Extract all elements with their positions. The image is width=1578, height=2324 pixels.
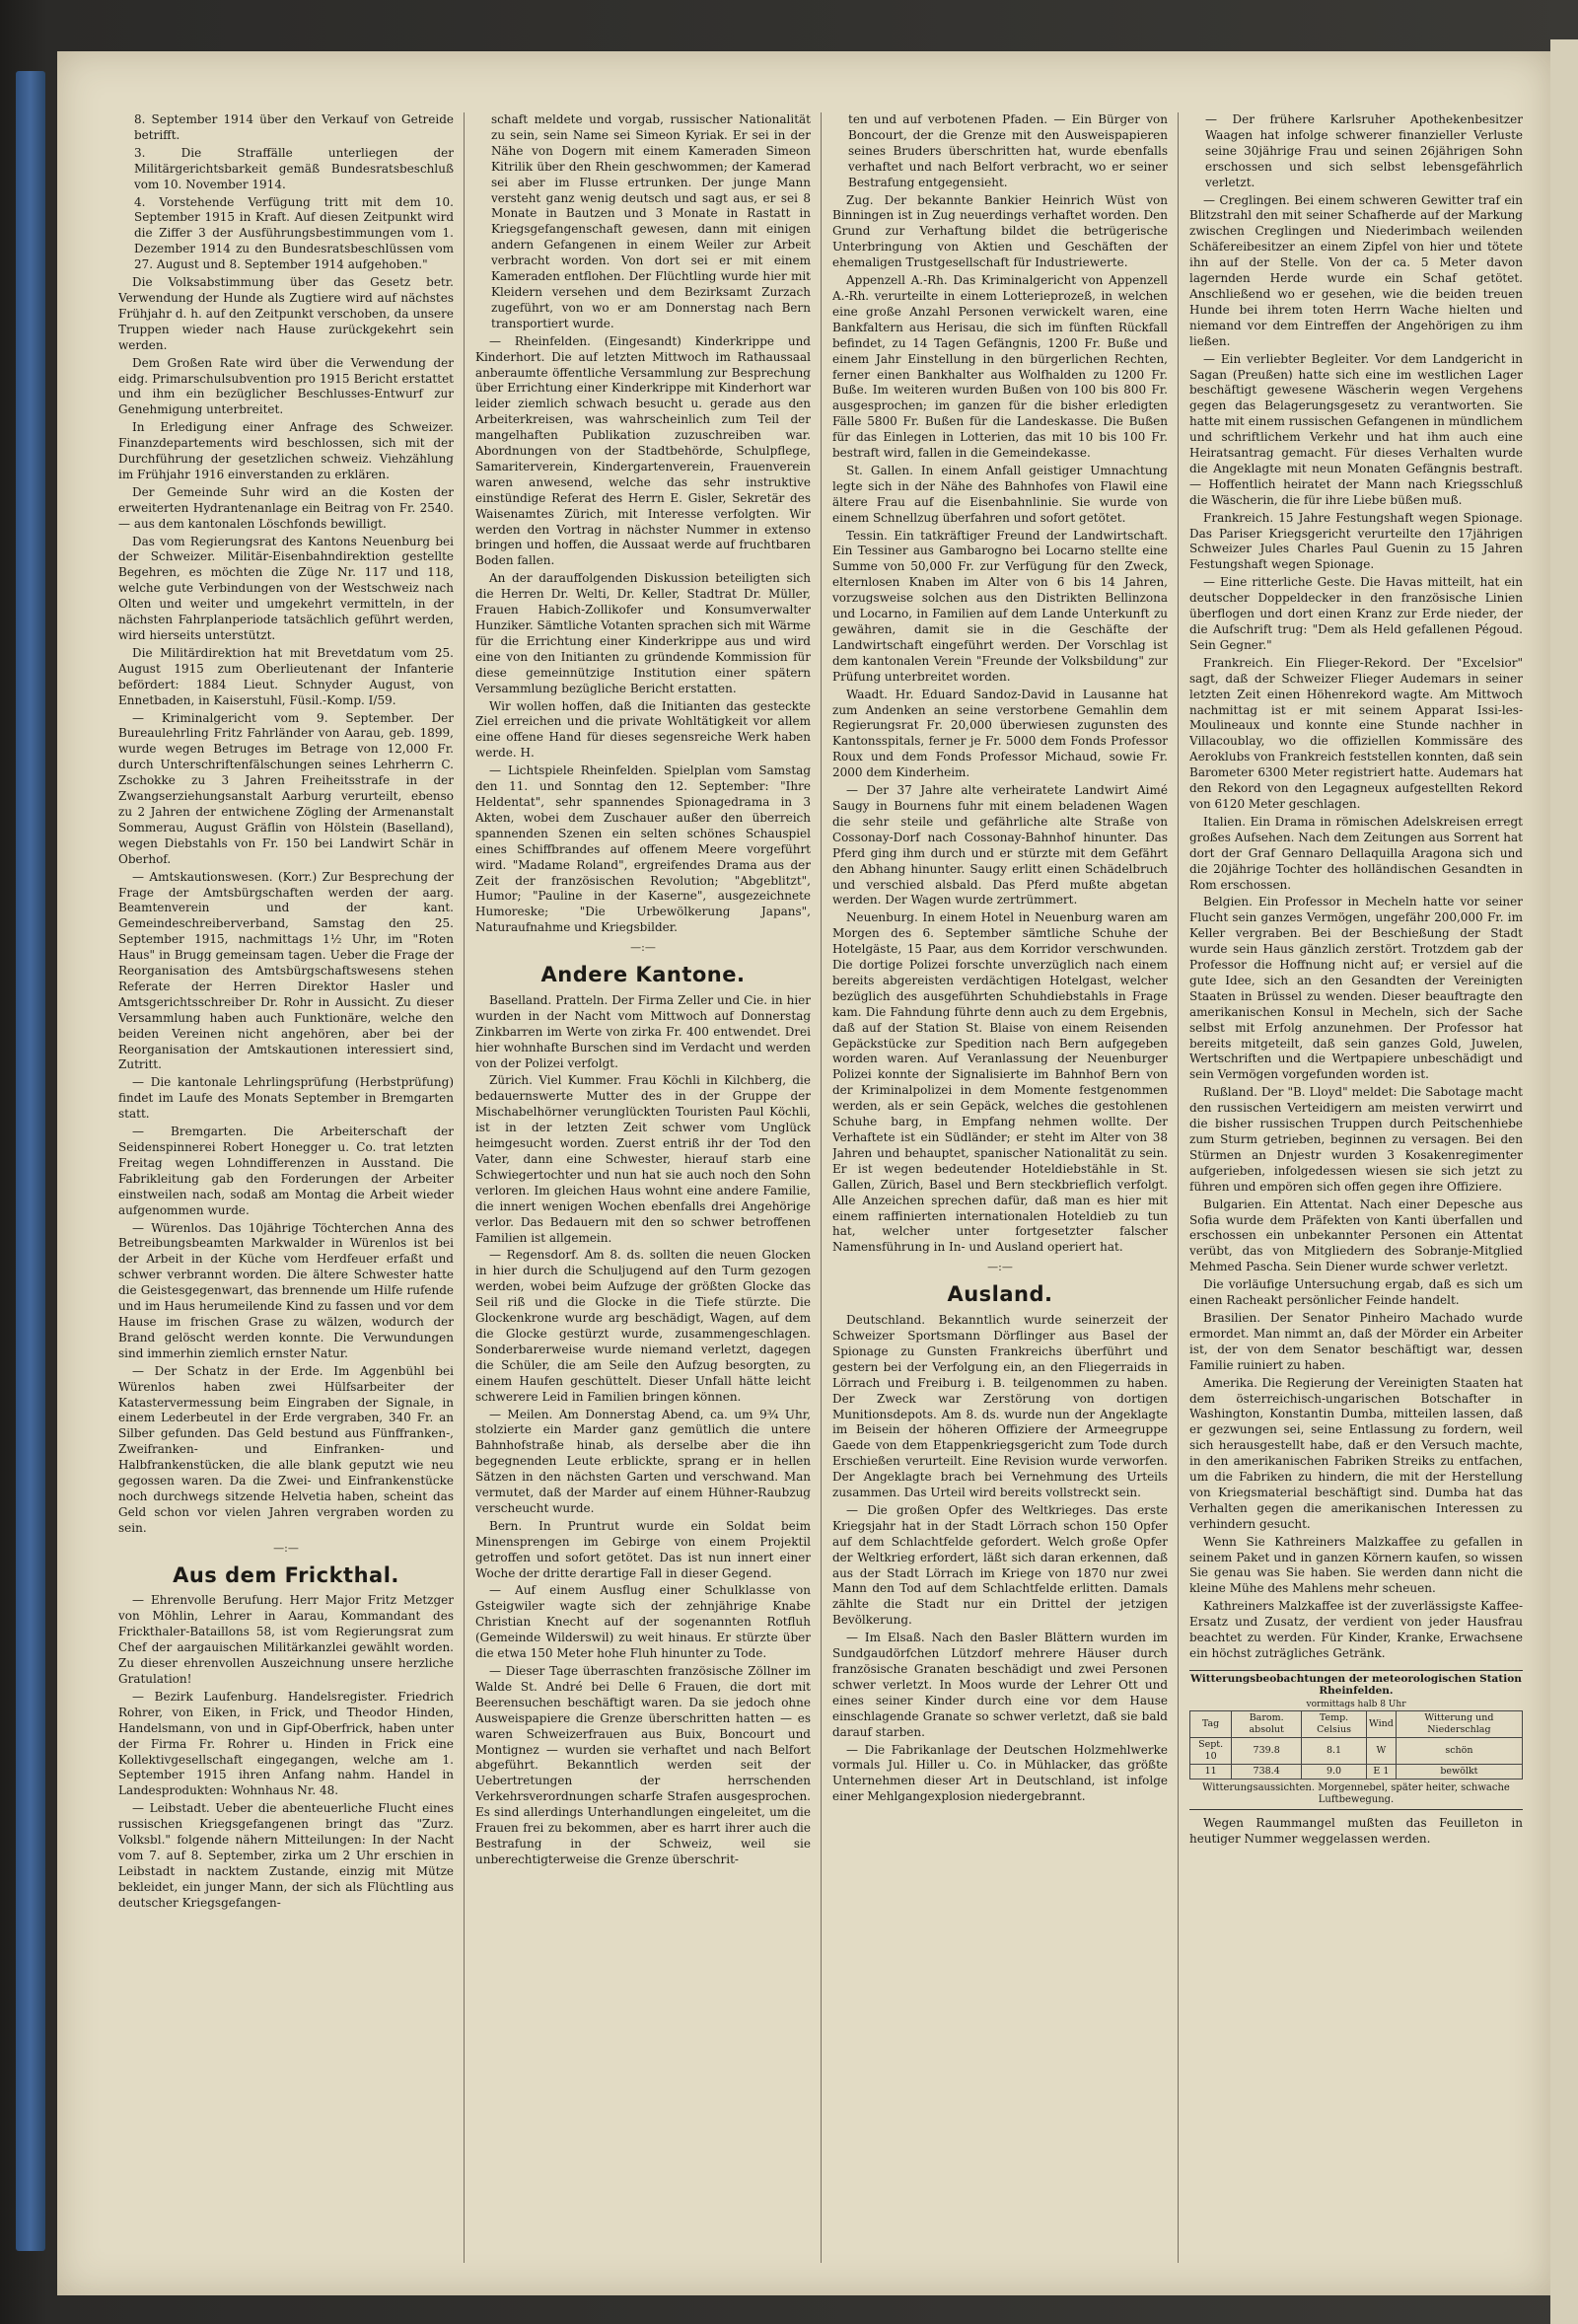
article-paragraph: — Ein verliebter Begleiter. Vor dem Landgericht in Sagan (Preußen) hatte sich eine im westlichen Lager beschäftigt gewesene Wäscherin wegen Vergehens gegen das Belagerungsgesetz zu verantworten. Sie hatte mit einem russischen Gefangenen in mündlichem und schriftlichem Verkehr und hat ihm auch eine Heiratsantrag gemacht. Für dieses Verhalten wurde die Angeklagte mit neun Monaten Gefängnis bestraft. — Hoffentlich heiratet der Mann nach Kriegsschluß die Wäscherin, die für ihre Liebe büßen muß.: [1189, 351, 1523, 507]
article-paragraph: Die Volksabstimmung über das Gesetz betr. Verwendung der Hunde als Zugtiere wird auf nächstes Frühjahr d. h. auf den Zeitpunkt verschoben, da unsere Truppen wieder nach Hause zurückgekehrt sein werden.: [118, 275, 454, 352]
article-paragraph: 8. September 1914 über den Verkauf von Getreide betrifft.: [134, 112, 454, 142]
article-paragraph: — Amtskautionswesen. (Korr.) Zur Besprechung der Frage der Amtsbürgschaften werden der aarg. Beamtenverein und der kant. Gemeindeschreiberverband, Samstag den 25. September 1915, nachmittags 1½ Uhr, im "Roten Haus" in Brugg gemeinsam tagen. Ueber die Frage der Reorganisation des Amtsbürgschaftswesens stehen Referate der Herren Direktor Hasler und Amtsgerichtsschreiber Dr. Rohr in Aussicht. Zu dieser Versammlung haben auch Funktionäre, welche den beiden Vereinen nicht angehören, aber bei der Reorganisation der Amtskautionen interessiert sind, Zutritt.: [118, 869, 454, 1072]
article-paragraph: — Die großen Opfer des Weltkrieges. Das erste Kriegsjahr hat in der Stadt Lörrach schon 150 Opfer auf dem Schlachtfelde gefordert. Welch große Opfer der Weltkrieg erfordert, läßt sich daran erkennen, daß aus der Stadt Lörrach im Kriege von 1870 nur zwei Mann den Tod auf dem Schlachtfelde erlitten. Damals zählte die Stadt nur ein Drittel der jetzigen Bevölkerung.: [832, 1502, 1168, 1628]
article-paragraph: Der Gemeinde Suhr wird an die Kosten der erweiterten Hydrantenanlage ein Beitrag von Fr. 2540.— aus dem kantonalen Löschfonds bewilligt.: [118, 484, 454, 531]
article-paragraph: — Bezirk Laufenburg. Handelsregister. Friedrich Rohrer, von Eiken, in Frick, und Theodor Hinden, Handelsmann, von und in Gipf-Oberfrick, haben unter der Firma Fr. Rohrer u. Hinden in Frick eine Kollektivgesellschaft eingegangen, welche am 1. September 1915 ihren Anfang nahm. Handel in Landesprodukten: Wohnhaus Nr. 48.: [118, 1689, 454, 1798]
article-paragraph: — Eine ritterliche Geste. Die Havas mitteilt, hat ein deutscher Doppeldecker in den französische Linien überflogen und dort einen Kranz zur Erde nieder, der die Aufschrift trug: "Dem als Held gefallenen Pégoud. Sein Gegner.": [1189, 575, 1523, 652]
weather-cell: 738.4: [1232, 1764, 1302, 1779]
weather-header-cell: Temp. Celsius: [1302, 1710, 1367, 1737]
column-rule: [464, 112, 465, 2263]
weather-header-cell: Witterung und Niederschlag: [1396, 1710, 1522, 1737]
article-paragraph: — Creglingen. Bei einem schweren Gewitter traf ein Blitzstrahl den mit seiner Schafherde auf der Markung zwischen Creglingen und Niederimbach weilenden Schäfereibesitzer an einem Zipfel von hier und tötete ihn auf der Stelle. Von der ca. 5 Meter davon lagernden Herde wurde ein Schaf getötet. Anschließend wo er gesehen, wie die beiden treuen Hunde bei ihrem toten Herrn Wache hielten und niemand vor dem Eintreffen der Angehörigen zu ihm ließen.: [1189, 192, 1523, 348]
weather-header-cell: Tag: [1190, 1710, 1232, 1737]
article-paragraph: Wenn Sie Kathreiners Malzkaffee zu gefallen in seinem Paket und in ganzen Körnern kaufen, so wissen Sie genau was Sie haben. Sie werden dann nicht die kleine Mühe des Mahlens mehr scheuen.: [1189, 1534, 1523, 1596]
article-paragraph: — Auf einem Ausflug einer Schulklasse von Gsteigwiler wagte sich der zehnjährige Knabe Christian Knecht auf der sogenannten Rotfluh (Gemeinde Wilderswil) zu weit hinaus. Er stürzte über die etwa 150 Meter hohe Fluh hinunter zu Tode.: [475, 1583, 811, 1661]
weather-forecast: Witterungsaussichten. Morgennebel, später heiter, schwache Luftbewegung.: [1202, 1781, 1510, 1805]
article-paragraph: 3. Die Straffälle unterliegen der Militärgerichtsbarkeit gemäß Bundesratsbeschluß vom 10. November 1914.: [134, 145, 454, 191]
article-paragraph: St. Gallen. In einem Anfall geistiger Umnachtung legte sich in der Nähe des Bahnhofes von Flawil eine ältere Frau auf die Eisenbahnlinie. Sie wurde von einem Schnellzug überfahren und sofort getötet.: [832, 463, 1168, 525]
article-paragraph: Kathreiners Malzkaffee ist der zuverlässigste Kaffee-Ersatz und Zusatz, der verdient von jeder Hausfrau beachtet zu werden. Für Kinder, Kranke, Erwachsene ein höchst zuträgliches Getränk.: [1189, 1599, 1523, 1660]
weather-cell: bewölkt: [1396, 1764, 1522, 1779]
article-paragraph: Die vorläufige Untersuchung ergab, daß es sich um einen Racheakt persönlicher Feinde handelt.: [1189, 1277, 1523, 1308]
section-heading-frickthal: Aus dem Frickthal.: [173, 1562, 399, 1587]
article-paragraph: schaft meldete und vorgab, russischer Nationalität zu sein, sein Name sei Simeon Kyriak. Er sei in der Nähe von Dogern mit einem Kameraden Simeon Kitrilik über den Rhein geschwommen; der Kamerad sei aber im Flusse ertrunken. Der junge Mann versteht ganz wenig deutsch und sagt aus, er sei 8 Monate in Bautzen und 3 Monate in Rastatt in Kriegsgefangenschaft gewesen, dann mit einigen andern Gefangenen in einem Weiler zur Arbeit verbracht worden. Von dort sei er mit einem Kameraden entflohen. Der Flüchtling wurde hier mit Kleidern versehen und dem Bezirksamt Zurzach zugeführt, von wo er am Donnerstag nach Bern transportiert wurde.: [491, 112, 811, 330]
column-1: [118, 112, 454, 2273]
article-paragraph: Belgien. Ein Professor in Mecheln hatte vor seiner Flucht sein ganzes Vermögen, ungefähr 200,000 Fr. im Keller vergraben. Bei der Beschießung der Stadt wurde sein Haus gänzlich zerstört. Trotzdem gab der Professor die Hoffnung nicht auf; er versiel auf die gute Idee, sich an den Gesandten der Vereinigten Staaten in Brüssel zu wenden. Dieser beauftragte den amerikanischen Konsul in Mecheln, sich der Sache selbst mit Erfolg anzunehmen. Der Professor hat bereits mitgeteilt, daß sein ganzes Gold, Juwelen, Wertschriften und die Wertpapiere unbeschädigt und sein Vermögen vorgefunden worden ist.: [1189, 895, 1523, 1082]
article-paragraph: Frankreich. Ein Flieger-Rekord. Der "Excelsior" sagt, daß der Schweizer Flieger Audemars in seiner letzten Zeit einen Höhenrekord wagte. Am Mittwoch nachmittag ist er mit seinem Apparat Issi-les-Moulineaux und konnte eine Stunde nachher in Villacoublay, wo die offiziellen Kommissäre des Aeroklubs von Frankreich feststellen konnten, daß sein Barometer 6300 Meter registriert hatte. Audemars hat den Rekord von den Legagneux aufgestellten Rekord von 6120 Meter geschlagen.: [1189, 655, 1523, 811]
weather-header-cell: Wind: [1366, 1710, 1396, 1737]
weather-subtitle: vormittags halb 8 Uhr: [1306, 1699, 1406, 1709]
weather-table: [1189, 1710, 1523, 1779]
article-paragraph: — Die kantonale Lehrlingsprüfung (Herbstprüfung) findet im Laufe des Monats September in Bremgarten statt.: [118, 1075, 454, 1122]
article-paragraph: Brasilien. Der Senator Pinheiro Machado wurde ermordet. Man nimmt an, daß der Mörder ein Arbeiter ist, der von dem Senator beschäftigt war, dessen Familie ruiniert zu haben.: [1189, 1310, 1523, 1372]
article-paragraph: Italien. Ein Drama in römischen Adelskreisen erregt großes Aufsehen. Nach dem Zeitungen aus Sorrent hat dort der Graf Gennaro Dellaquilla Aragona sich und die 20jährige Tochter des holländischen Gesandten in Rom erschossen.: [1189, 814, 1523, 892]
article-paragraph: — Regensdorf. Am 8. ds. sollten die neuen Glocken in hier durch die Schuljugend auf den Turm gezogen werden, wobei beim Aufzuge der größten Glocke das Seil riß und die Glocke in die Tiefe stürzte. Die Glockenkrone wurde arg beschädigt, Wagen, auf dem die Glocke gestürzt wurde, zusammengeschlagen. Sonderbarerweise wurde niemand verletzt, dagegen die Schüler, die am Seile den Aufzug besorgten, zu einem Haufen geschüttelt. Dieser Unfall hätte leicht schwerere Leid in Familien bringen können.: [475, 1248, 811, 1404]
article-paragraph: Neuenburg. In einem Hotel in Neuenburg waren am Morgen des 6. September sämtliche Schuhe der Hotelgäste, 15 Paar, aus dem Korridor verschwunden. Die dortige Polizei forschte unverzüglich nach einem bereits abgereisten verdächtigen Hotelgast, welcher bezüglich des ausgeführten Schuhdiebstahls in Frage kam. Die Fahndung führte denn auch zu dem Ergebnis, daß auf der Station St. Blaise von einem Reisenden Gepäckstücke zur Spedition nach Bern aufgegeben worden waren. Auf Veranlassung der Neuenburger Polizei konnte der Signalisierte im Bahnhof Bern von der Kriminalpolizei in dem Momente festgenommen werden, als er sein Gepäck, welches die gestohlenen Schuhe barg, in Empfang nehmen wollte. Der Verhaftete ist ein Südländer; er steht im Alter von 38 Jahren und behauptet, spanischer Nationalität zu sein. Er ist wegen bedeutender Hoteldiebstähle in St. Gallen, Zürich, Basel und Bern steckbrieflich verfolgt. Alle Anzeichen sprechen dafür, daß man es hier mit einem raffinierten internationalen Hoteldieb zu tun hat, welcher unter fortgesetzter falscher Namensführung in In- und Ausland operiert hat.: [832, 910, 1168, 1255]
weather-cell: 739.8: [1232, 1737, 1302, 1764]
article-paragraph: Bern. In Pruntrut wurde ein Soldat beim Minensprengen im Gebirge von einem Projektil getroffen und sofort getötet. Das ist nun innert einer Woche der dritte derartige Fall in dieser Gegend.: [475, 1518, 811, 1580]
weather-report: [1189, 1670, 1523, 1810]
article-paragraph: Dem Großen Rate wird über die Verwendung der eidg. Primarschulsubvention pro 1915 Bericht erstattet und ihm ein bezüglicher Beschlusses-Entwurf zur Genehmigung unterbreitet.: [118, 355, 454, 417]
weather-cell: Sept. 10: [1190, 1737, 1232, 1764]
article-paragraph: — Rheinfelden. (Eingesandt) Kinderkrippe und Kinderhort. Die auf letzten Mittwoch im Rathaussaal anberaumte öffentliche Versammlung zur Besprechung über Errichtung einer Kinderkrippe mit Kinderhort war leider ziemlich schwach besucht u. gerade aus den Arbeiterkreisen, was wahrscheinlich zum Teil der mangelhaften Publikation zuzuschreiben war. Abordnungen von der Stadtbehörde, Schulpflege, Samariterverein, Kindergartenverein, Frauenverein waren anwesend, welche das sehr instruktive einstündige Referat des Herrn E. Gisler, Sekretär des Waisenamtes Zürich, mit Interesse verfolgten. Wir werden den Vortrag in nächster Nummer in extenso bringen und hoffen, die Aussaat werde auf fruchtbaren Boden fallen.: [475, 333, 811, 568]
adjacent-page-edge: [1550, 39, 1578, 2324]
article-paragraph: Appenzell A.-Rh. Das Kriminalgericht von Appenzell A.-Rh. verurteilte in einem Lotterieprozeß, in welchen eine große Anzahl Personen verwickelt waren, eine Bankfaltern aus Herisau, die sich im fünften Rückfall befindet, zu 14 Tagen Gefängnis, 1200 Fr. Buße und einem Jahr Einstellung in den bürgerlichen Rechten, ferner einen Bankhalter aus Wolfhalden zu 1200 Fr. Buße. Im weiteren wurden Bußen von 100 bis 800 Fr. ausgesprochen; im ganzen für die bisher erledigten Fälle 5800 Fr. Bußen für die Landeskasse. Die Bußen für das Einlegen in Lotterien, das mit 10 bis 100 Fr. bestraft wird, fallen in die Gemeindekasse.: [832, 273, 1168, 461]
weather-title: Witterungsbeobachtungen der meteorologischen Station Rheinfelden.: [1190, 1672, 1522, 1697]
weather-cell: E 1: [1366, 1764, 1396, 1779]
weather-cell: schön: [1396, 1737, 1522, 1764]
article-paragraph: — Leibstadt. Ueber die abenteuerliche Flucht eines russischen Kriegsgefangenen bringt das "Zurz. Volksbl." folgende nähern Mitteilungen: In der Nacht vom 7. auf 8. September, zirka um 2 Uhr erschien in Leibstadt in nacktem Zustande, einzig mit Mütze bekleidet, ein junger Mann, der sich als Flüchtling aus deutscher Kriegsgefangen-: [118, 1801, 454, 1910]
weather-cell: 8.1: [1302, 1737, 1367, 1764]
ornament-divider: —:—: [630, 941, 656, 955]
article-paragraph: — Lichtspiele Rheinfelden. Spielplan vom Samstag den 11. und Sonntag den 12. September: "Ihre Heldentat", sehr spannendes Spionagedrama in 3 Akten, wobei dem Zuschauer außer den überreich spannenden Szenen ein selten schönes Schauspiel eines Schiffbrandes auf offenem Meere vorgeführt wird. "Madame Roland", ergreifendes Drama aus der Zeit der französischen Revolution; "Abgeblitzt", Humor; "Pauline in der Kaserne", ausgezeichnete Humoreske; "Die Urbewölkerung Japans", Naturaufnahme und Kriegsbilder.: [475, 763, 811, 935]
article-paragraph: Tessin. Ein tatkräftiger Freund der Landwirtschaft. Ein Tessiner aus Gambarogno bei Locarno stellte eine Summe von 50,000 Fr. zur Verfügung für den Zweck, elternlosen Knaben im Alter von 6 bis 14 Jahren, vorzugsweise solchen aus den Distrikten Bellinzona und Locarno, in Familien auf dem Lande Unterkunft zu gewähren, damit sie in die Geschäfte der Landwirtschaft eingeführt werden. Der Vorschlag ist dem kantonalen Verein "Freunde der Volksbildung" zur Prüfung unterbreitet worden.: [832, 528, 1168, 684]
article-paragraph: — Bremgarten. Die Arbeiterschaft der Seidenspinnerei Robert Honegger u. Co. trat letzten Freitag wegen Lohndifferenzen in Ausstand. Die Fabrikleitung gab den Forderungen der Arbeiter einstweilen nach, sodaß am Montag die Arbeit wieder aufgenommen wurde.: [118, 1125, 454, 1217]
article-paragraph: Das vom Regierungsrat des Kantons Neuenburg bei der Schweizer. Militär-Eisenbahndirektion gestellte Begehren, es möchten die Züge Nr. 117 und 118, welche gute Verbindungen von der Westschweiz nach Olten und weiter und umgekehrt vermitteln, in der nächsten Fahrplanperiode tatsächlich geführt werden, wird hierseits unterstützt.: [118, 534, 454, 642]
editorial-note: Wegen Raummangel mußten das Feuilleton in heutiger Nummer weggelassen werden.: [1189, 1815, 1523, 1846]
weather-row: [1190, 1737, 1523, 1764]
weather-cell: 11: [1190, 1764, 1232, 1779]
article-paragraph: Waadt. Hr. Eduard Sandoz-David in Lausanne hat zum Andenken an seine verstorbene Gemahlin dem Regierungsrat Fr. 20,000 überwiesen zugunsten des Kantonsspitals, ferner je Fr. 5000 dem Fonds Professor Roux und dem Fonds Professor Michaud, sowie Fr. 2000 dem Kinderheim.: [832, 687, 1168, 780]
article-paragraph: An der darauffolgenden Diskussion beteiligten sich die Herren Dr. Welti, Dr. Keller, Stadtrat Dr. Müller, Frauen Habich-Zollikofer und Konsumverwalter Hunziker. Sämtliche Votanten sprachen sich mit Wärme für die Errichtung einer Kinderkrippe aus und wird eine von den Initianten zu gründende Kommission für diese gemeinnützige Institution einer spätern Versammlung bezügliche Bericht erstatten.: [475, 571, 811, 695]
article-paragraph: Zürich. Viel Kummer. Frau Köchli in Kilchberg, die bedauernswerte Mutter des in der Gruppe der Mischabelhörner verunglückten Touristen Paul Köchli, ist in der letzten Zeit schwer vom Unglück heimgesucht worden. Zuerst entriß ihr der Tod den Vater, dann eine Schwester, hierauf starb eine Schwiegertochter und nun hat sie auch noch den Sohn verloren. Im gleichen Haus wohnt eine andere Familie, die innert wenigen Wochen ebenfalls drei Angehörige verlor. Das Bedauern mit den so schwer betroffenen Familien ist allgemein.: [475, 1073, 811, 1245]
article-paragraph: Bulgarien. Ein Attentat. Nach einer Depesche aus Sofia wurde dem Präfekten von Kanti überfallen und erschossen ein unbekannter Personen ein Attentat verübt, das von Mitgliedern des Sobranje-Mitglied Mehmed Pascha. Sein Diener wurde schwer verletzt.: [1189, 1197, 1523, 1274]
article-paragraph: — Die Fabrikanlage der Deutschen Holzmehlwerke vormals Jul. Hiller u. Co. in Mühlacker, das größte Unternehmen dieser Art in Deutschland, ist infolge einer Mehlgangexplosion niedergebrannt.: [832, 1742, 1168, 1804]
ornament-divider: —:—: [273, 1541, 299, 1555]
article-paragraph: — Im Elsaß. Nach den Basler Blättern wurden im Sundgaudörfchen Lützdorf mehrere Häuser durch französische Granaten beschädigt und zwei Personen schwer verletzt. In Moos wurde der Lehrer Ott und eines seiner Kinder durch eine vor dem Hause einschlagende Granate so schwer verletzt, daß sie bald darauf starben.: [832, 1631, 1168, 1739]
column-rule: [821, 112, 822, 2263]
column-rule: [1178, 112, 1179, 2263]
article-paragraph: Amerika. Die Regierung der Vereinigten Staaten hat dem österreichisch-ungarischen Botschafter in Washington, Konstantin Dumba, mitteilen lassen, daß er gezwungen sei, seine Entlassung zu fordern, weil sich herausgestellt habe, daß er den Versuch machte, in den amerikanischen Fabriken Streiks zu entfachen, um die Fabriken zu hindern, die mit der Herstellung von Kriegsmaterial beschäftigt sind. Dumba hat das Verhalten gegen die amerikanischen Interessen zu verhindern gesucht.: [1189, 1375, 1523, 1531]
article-paragraph: ten und auf verbotenen Pfaden. — Ein Bürger von Boncourt, der die Grenze mit den Ausweispapieren seines Bruders überschritten hat, wurde ebenfalls verhaftet und nach Belfort verbracht, wo er seiner Bestrafung entgegensieht.: [848, 112, 1168, 189]
weather-header-cell: Barom. absolut: [1232, 1710, 1302, 1737]
article-paragraph: — Der Schatz in der Erde. Im Aggenbühl bei Würenlos haben zwei Hülfsarbeiter der Katastervermessung beim Eingraben der Signale, in einem Lederbeutel in der Erde vergraben, 340 Fr. an Silber gefunden. Das Geld bestund aus Fünffranken-, Zweifranken- und Einfranken- und Halbfrankenstücken, die alle blank geputzt wie neu gegossen waren. Da die Zwei- und Einfrankenstücke noch durchwegs sitzende Helvetia haben, scheint das Geld schon vor vielen Jahren vergraben worden zu sein.: [118, 1363, 454, 1535]
section-heading-andere-kantone: Andere Kantone.: [540, 963, 746, 987]
ornament-divider: —:—: [987, 1261, 1013, 1274]
article-paragraph: 4. Vorstehende Verfügung tritt mit dem 10. September 1915 in Kraft. Auf diesen Zeitpunkt wird die Ziffer 3 der Ausführungsbestimmungen vom 1. Dezember 1914 zu den Bundesratsbeschlüssen vom 27. August und 8. September 1914 aufgehoben.": [134, 194, 454, 272]
article-paragraph: Frankreich. 15 Jahre Festungshaft wegen Spionage. Das Pariser Kriegsgericht verurteilte den 17jährigen Schweizer Jules Charles Paul Guenin zu 15 Jahren Festungshaft wegen Spionage.: [1189, 510, 1523, 572]
article-paragraph: Deutschland. Bekanntlich wurde seinerzeit der Schweizer Sportsmann Dörflinger aus Basel der Spionage zu Gunsten Frankreichs überführt und gestern bei der Verfolgung ein, an den Fliegerraids in Lörrach und Freiburg i. B. teilgenommen zu haben. Der Zweck war Zerstörung von dortigen Munitionsdepots. Am 8. ds. wurde nun der Angeklagte im Beisein der höheren Offiziere der Armeegruppe Gaede von dem Etappenkriegsgericht zum Tode durch Erschießen verurteilt. Eine Revision wurde verworfen. Der Angeklagte brach bei Vernehmung des Urteils zusammen. Das Urteil wird bereits vollstreckt sein.: [832, 1313, 1168, 1500]
article-paragraph: — Ehrenvolle Berufung. Herr Major Fritz Metzger von Möhlin, Lehrer in Aarau, Kommandant des Frickthaler-Bataillons 58, ist vom Regierungsrat zum Chef der aargauischen Militärkanzlei gewählt worden. Zu dieser ehrenvollen Auszeichnung unsere herzliche Gratulation!: [118, 1593, 454, 1686]
article-paragraph: — Dieser Tage überraschten französische Zöllner im Walde St. André bei Delle 6 Frauen, die dort mit Beerensuchen beschäftigt waren. Da sie jedoch ohne Ausweispapiere die Grenze überschritten hatten — es waren Schweizerfrauen aus Buix, Boncourt und Montignez — wurden sie verhaftet und nach Belfort abgeführt. Bekanntlich werden seit der Uebertretungen der herrschenden Verkehrsverordnungen scharfe Strafen ausgesprochen. Es sind allerdings Unterhandlungen eingeleitet, um die Frauen frei zu bekommen, aber es harrt ihrer auch die Bestrafung in der Schweiz, weil sie unberechtigterweise die Grenze überschrit-: [475, 1664, 811, 1866]
article-paragraph: In Erledigung einer Anfrage des Schweizer. Finanzdepartements wird beschlossen, sich mit der Durchführung der gesetzlichen schweiz. Viehzählung im Frühjahr 1916 einverstanden zu erklären.: [118, 420, 454, 481]
column-4: [1189, 112, 1523, 2273]
article-paragraph: — Der frühere Karlsruher Apothekenbesitzer Waagen hat infolge schwerer finanzieller Verluste seine 30jährige Frau und seinen 26jährigen Sohn erschossen und sich selbst lebensgefährlich verletzt.: [1205, 112, 1523, 189]
article-paragraph: — Kriminalgericht vom 9. September. Der Bureaulehrling Fritz Fahrländer von Aarau, geb. 1899, wurde wegen Betruges im Betrage von 12,000 Fr. durch Unterschriftenfälschungen seines Lehrherrn C. Zschokke zu 3 Jahren Freiheitsstrafe in der Zwangserziehungsanstalt Aarburg verurteilt, ebenso zu 2 Jahren der entwichene Zögling der Armenanstalt Sommerau, August Gräflin von Hölstein (Baselland), wegen Diebstahls von Fr. 150 bei Landwirt Schär in Oberhof.: [118, 710, 454, 866]
weather-cell: W: [1366, 1737, 1396, 1764]
binding-edge: [16, 71, 45, 2251]
column-2: [475, 112, 811, 2273]
article-paragraph: Wir wollen hoffen, daß die Initianten das gesteckte Ziel erreichen und die private Wohltätigkeit vor allem eine offene Hand für dieses segensreiche Werk haben werde. H.: [475, 698, 811, 761]
weather-cell: 9.0: [1302, 1764, 1367, 1779]
article-paragraph: — Meilen. Am Donnerstag Abend, ca. um 9¾ Uhr, stolzierte ein Marder ganz gemütlich die untere Bahnhofstraße hinab, als derselbe aber die ihn begegnenden Leute erblickte, sprang er in hellen Sätzen in den nächsten Garten und verschwand. Man vermutet, daß der Marder auf einem Hühner-Raubzug verscheucht wurde.: [475, 1407, 811, 1515]
article-paragraph: Baselland. Pratteln. Der Firma Zeller und Cie. in hier wurden in der Nacht vom Mittwoch auf Donnerstag Zinkbarren im Werte von zirka Fr. 400 entwendet. Drei hier wohnhafte Burschen sind im Verdacht und werden von der Polizei verfolgt.: [475, 992, 811, 1070]
article-paragraph: Die Militärdirektion hat mit Brevetdatum vom 25. August 1915 zum Oberlieutenant der Infanterie befördert: 1884 Lieut. Schnyder August, von Ennetbaden, in Kaiserstuhl, Füsil.-Komp. I/59.: [118, 645, 454, 707]
article-paragraph: Zug. Der bekannte Bankier Heinrich Wüst von Binningen ist in Zug neuerdings verhaftet worden. Den Grund zur Verhaftung bildet die betrügerische Unterbringung von Aktien und Geschäften der ehemaligen Trustgesellschaft für Industriewerte.: [832, 192, 1168, 270]
weather-row: [1190, 1764, 1523, 1779]
newspaper-page: [57, 51, 1550, 2295]
article-paragraph: — Der 37 Jahre alte verheiratete Landwirt Aimé Saugy in Bournens fuhr mit einem beladenen Wagen die sehr steile und gefährliche alte Straße von Cossonay-Dorf nach Cossonay-Bahnhof hinunter. Das Pferd ging ihm durch und er stürzte mit dem Gefährt den Abhang hinunter. Saugy erlitt einen Schädelbruch und verschied alsbald. Das Pferd mußte abgetan werden. Der Wagen wurde zertrümmert.: [832, 783, 1168, 908]
article-paragraph: Rußland. Der "B. Lloyd" meldet: Die Sabotage macht den russischen Verteidigern am meisten verwirrt und die bisher russischen Truppen durch Peitschenhiebe zum Sturm getrieben, beginnen zu versagen. Bei den Stürmen an Dnjestr wurden 3 Kosakenregimenter aufgerieben, infolgedessen wiesen sie sich jetzt zu führen und empören sich offen gegen ihre Offiziere.: [1189, 1085, 1523, 1194]
section-heading-ausland: Ausland.: [947, 1282, 1053, 1307]
column-3: [832, 112, 1168, 2273]
article-paragraph: — Würenlos. Das 10jährige Töchterchen Anna des Betreibungsbeamten Markwalder in Würenlos ist bei der Arbeit in der Küche vom Herdfeuer erfaßt und schwer verbrannt worden. Die ältere Schwester hatte die Geistesgegenwart, das brennende um Hilfe rufende und im Haus herumeilende Kind zu fassen und vor dem Hause im frischen Grase zu wälzen, wodurch der Brand gelöscht werden konnte. Die Verwundungen sind immerhin ziemlich ernster Natur.: [118, 1220, 454, 1360]
